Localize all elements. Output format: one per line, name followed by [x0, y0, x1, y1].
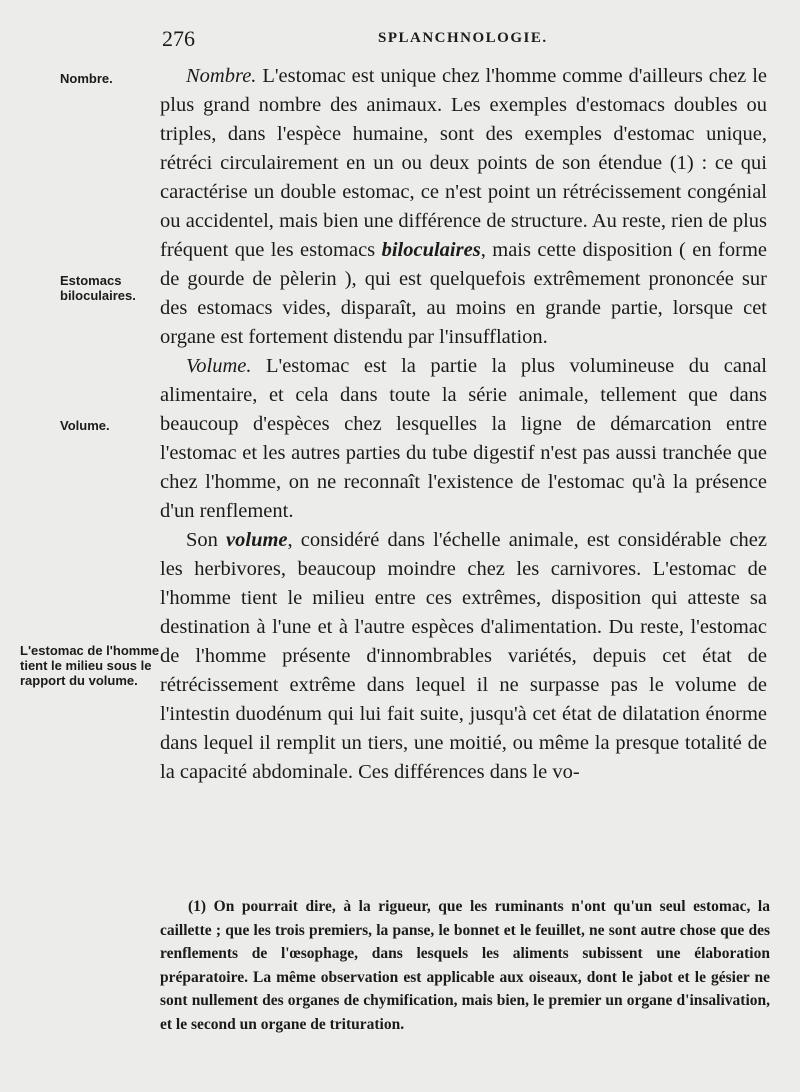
footnote: (1) On pourrait dire, à la rigueur, que les ruminants n'ont qu'un seul estomac, la caillette ; que les trois premiers, la panse, le bonnet et le feuillet, ne sont autre chose que des renflements de l'œsophage, dans lesquels les aliments subissent une élaboration préparatoire. La même observation est applicable aux oiseaux, dont le jabot et le gésier ne sont nullement des organes de chymification, mais bien, le premier un organe d'insalivation, et le second un organe de trituration.: [160, 898, 770, 1033]
paragraph-lead-volume: Volume.: [186, 355, 252, 377]
page-number: 276: [162, 26, 195, 51]
margin-note-nombre: Nombre.: [60, 71, 113, 86]
paragraph-text: L'estomac est la partie la plus volumineuse du canal alimentaire, et cela dans toute la série animale, tellement que dans beaucoup d'espèces chez lesquelles la ligne de démarcation entre l'estomac et les autres parties du tube digestif n'est pas aussi tranchée que chez l'homme, on ne reconnaît l'existence de l'estomac qu'à la présence d'un renflement.: [160, 355, 767, 522]
main-text: [160, 62, 767, 787]
margin-note-volume: Volume.: [60, 418, 110, 433]
page-header: [160, 26, 770, 56]
paragraph-text-start: Son: [186, 529, 227, 551]
emphasis-biloculaires: biloculaires: [381, 239, 481, 261]
margin-note-biloculaires: Estomacs biloculaires.: [60, 273, 136, 303]
paragraph-text: , considéré dans l'échelle animale, est considérable chez les herbivores, beaucoup moindre chez les carnivores. L'estomac de l'homme tient le milieu entre ces extrêmes, disposition qui atteste sa destination à l'une et à l'autre espèces d'alimentation. Du reste, l'estomac de l'homme présente d'innombrables variétés, depuis cet état de rétrécissement extrême dans lequel il ne surpasse pas le volume de l'intestin duodénum qui lui fait suite, jusqu'à cet état de dilatation énorme dans lequel il remplit un tiers, une moitié, ou même la presque totalité de la capacité abdominale. Ces différences dans le vo-: [160, 529, 767, 783]
paragraph-text-continued: , mais cette disposition ( en forme de gourde de pèlerin ), qui est quelquefois extrêmement prononcée sur des estomacs vides, disparaît, au moins en grande partie, lorsque cet organe est fortement distendu par l'insufflation.: [160, 239, 767, 348]
paragraph-volume: [160, 352, 767, 526]
paragraph-nombre: [160, 62, 767, 352]
paragraph-son-volume: [160, 526, 767, 787]
paragraph-text: L'estomac est unique chez l'homme comme d'ailleurs chez le plus grand nombre des animaux. Les exemples d'estomacs doubles ou triples, dans l'espèce humaine, sont des exemples d'estomac unique, rétréci circulairement en un ou deux points de son étendue (1) : ce qui caractérise un double estomac, ce n'est point un rétrécissement congénial ou accidentel, mais bien une différence de structure. Au reste, rien de plus fréquent que les estomacs: [160, 65, 767, 261]
paragraph-lead-nombre: Nombre.: [186, 65, 257, 87]
margin-note-estomac-homme: L'estomac de l'homme tient le milieu sous le rapport du volume.: [20, 643, 160, 688]
running-head: SPLANCHNOLOGIE.: [378, 30, 548, 46]
emphasis-volume: volume: [226, 529, 288, 551]
